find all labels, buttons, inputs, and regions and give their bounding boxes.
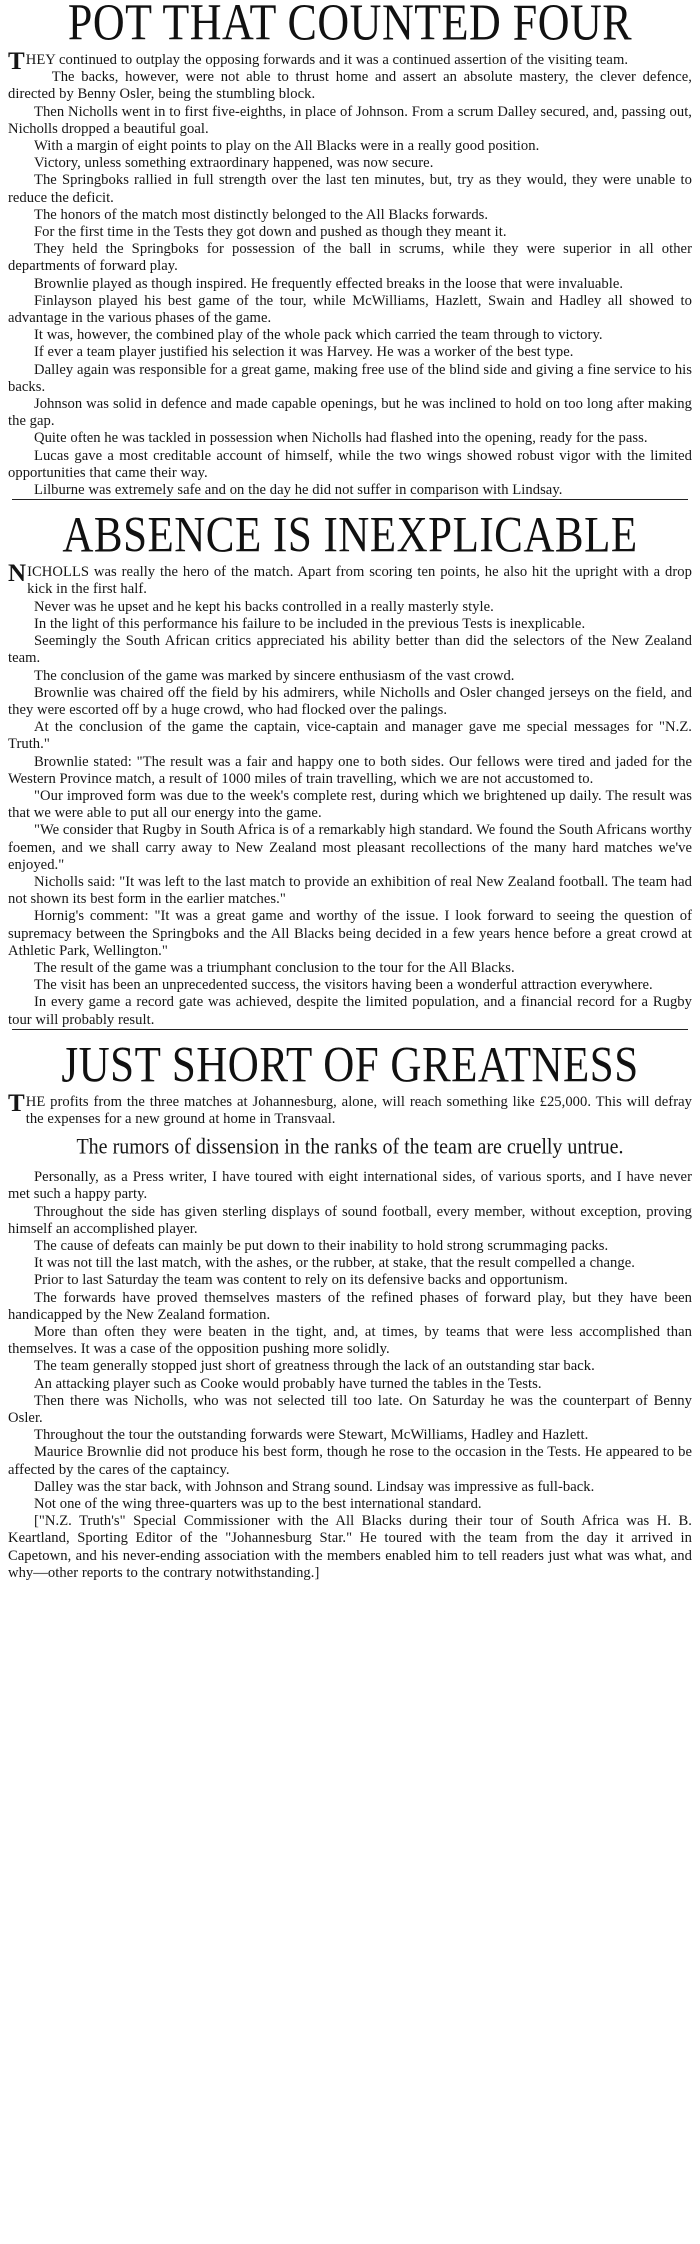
article-body [8, 560, 692, 1028]
article-paragraph: Then there was Nicholls, who was not selected till too late. On Saturday he was the counterpart of Benny Osler. [8, 1392, 692, 1427]
article-paragraph: The conclusion of the game was marked by sincere enthusiasm of the vast crowd. [34, 667, 515, 684]
article-paragraph: The backs, however, were not able to thrust home and assert an absolute mastery, the clever defence, directed by Benny Osler, being the stumbling block. [8, 69, 692, 103]
article-paragraph: "We consider that Rugby in South Africa is of a remarkably high standard. We found the South Africans worthy foemen, and we shall carry away to New Zealand most pleasant recollections of the many hard matches we've enjoyed." [8, 822, 692, 873]
article-paragraph: Prior to last Saturday the team was content to rely on its defensive backs and opportunism. [34, 1272, 568, 1289]
article-paragraph: Not one of the wing three-quarters was up to the best international standard. [34, 1496, 482, 1513]
article-paragraph [8, 1089, 692, 1128]
article-paragraph: In every game a record gate was achieved, despite the limited population, and a financial record for a Rugby tour will probably result. [8, 994, 692, 1028]
article-body [8, 48, 692, 499]
article-subhead: The rumors of dissension in the ranks of the team are cruelly untrue. [76, 1135, 624, 1160]
section-pot-that-counted-four [8, 1, 692, 499]
article-paragraph: An attacking player such as Cooke would probably have turned the tables in the Tests. [34, 1375, 542, 1392]
article-paragraph: Then Nicholls went in to first five-eighths, in place of Johnson. From a scrum Dalley secured, and, passing out, Nicholls dropped a beautiful goal. [8, 103, 692, 137]
article-paragraph: The team generally stopped just short of greatness through the lack of an outstanding star back. [34, 1358, 595, 1375]
section-just-short-of-greatness [8, 1037, 692, 1582]
article-paragraph: Victory, unless something extraordinary happened, was now secure. [34, 155, 434, 172]
article-paragraph: The result of the game was a triumphant conclusion to the tour for the All Blacks. [34, 959, 515, 976]
article-paragraph: They held the Springboks for possession of the ball in scrums, while they were superior in all other departments of forward play. [8, 241, 692, 275]
article-paragraph: The honors of the match most distinctly belonged to the All Blacks forwards. [34, 206, 489, 223]
article-paragraph: Dalley again was responsible for a great game, making free use of the blind side and giving a fine service to his backs. [8, 361, 692, 395]
article-paragraph: If ever a team player justified his selection it was Harvey. He was a worker of the best type. [34, 344, 574, 361]
article-paragraph: Lilburne was extremely safe and on the day he did not suffer in comparison with Lindsay. [34, 482, 563, 499]
article-paragraph: It was not till the last match, with the ashes, or the rubber, at stake, that the result compelled a change. [34, 1255, 635, 1272]
article-paragraph: Finlayson played his best game of the tour, while McWilliams, Hazlett, Swain and Hadley all showed to advantage in the various phases of the game. [8, 292, 692, 327]
article-body [8, 1169, 692, 1582]
article-paragraph: "Our improved form was due to the week's complete rest, during which we brightened up daily. The result was that we were able to put all our energy into the game. [8, 787, 692, 822]
article-paragraph: Throughout the tour the outstanding forwards were Stewart, McWilliams, Hadley and Hazlett. [34, 1427, 589, 1444]
section-divider [12, 1029, 688, 1030]
section-divider [12, 499, 688, 500]
article-intro [8, 1089, 692, 1128]
paragraph-text: HE profits from the three matches at Johannesburg, alone, will reach something like £25,000. This will defray the expenses for a new ground at home in Transvaal. [25, 1093, 692, 1127]
drop-cap: T [8, 1089, 25, 1117]
article-paragraph: For the first time in the Tests they got down and pushed as though they meant it. [34, 224, 507, 241]
paragraph-text: HEY continued to outplay the opposing forwards and it was a continued assertion of the visiting team. [25, 52, 629, 68]
headline-just-short-of-greatness: JUST SHORT OF GREATNESS [61, 1037, 639, 1093]
paragraph-text: ICHOLLS was really the hero of the match. Apart from scoring ten points, he also hit the upright with a drop kick in the first half. [27, 564, 692, 598]
article-paragraph [8, 560, 692, 598]
article-paragraph: The forwards have proved themselves masters of the refined phases of forward play, but they have been handicapped by the New Zealand formation. [8, 1289, 692, 1323]
article-paragraph: Lucas gave a most creditable account of himself, while the two wings showed robust vigor with the limited opportunities that came their way. [8, 447, 692, 481]
headline-pot-that-counted-four: POT THAT COUNTED FOUR [67, 0, 633, 52]
article-paragraph: In the light of this performance his failure to be included in the previous Tests is inexplicable. [34, 615, 586, 632]
article-paragraph: Never was he upset and he kept his backs controlled in a really masterly style. [34, 598, 494, 615]
article-paragraph: Seemingly the South African critics appreciated his ability better than did the selectors of the New Zealand team. [8, 633, 692, 667]
article-paragraph: Dalley was the star back, with Johnson and Strang sound. Lindsay was impressive as full-back. [34, 1478, 595, 1495]
article-paragraph [8, 48, 692, 75]
article-paragraph: The cause of defeats can mainly be put down to their inability to hold strong scrummaging packs. [34, 1237, 609, 1254]
headline-absence-is-inexplicable: ABSENCE IS INEXPLICABLE [62, 508, 638, 564]
article-paragraph: The Springboks rallied in full strength over the last ten minutes, but, try as they would, they were unable to reduce the deficit. [8, 172, 692, 206]
article-paragraph: Quite often he was tackled in possession when Nicholls had flashed into the opening, ready for the pass. [34, 430, 648, 447]
drop-cap: N [8, 560, 27, 588]
article-paragraph: Hornig's comment: "It was a great game and worthy of the issue. I look forward to seeing the question of supremacy between the Springboks and the All Blacks being decided in a few years hence before a great crowd at Athletic Park, Wellington." [8, 908, 692, 959]
article-paragraph: The visit has been an unprecedented success, the visitors having been a wonderful attraction everywhere. [34, 977, 653, 994]
article-paragraph: More than often they were beaten in the tight, and, at times, by teams that were less accomplished than themselves. It was a case of the opposition pushing more solidly. [8, 1324, 692, 1358]
article-paragraph: Brownlie played as though inspired. He frequently effected breaks in the loose that were invaluable. [34, 275, 624, 292]
article-paragraph: Throughout the side has given sterling displays of sound football, every member, without exception, proving himself an accomplished player. [8, 1203, 692, 1237]
article-paragraph: Maurice Brownlie did not produce his best form, though he rose to the occasion in the Tests. He appeared to be affected by the cares of the captaincy. [8, 1444, 692, 1478]
section-absence-is-inexplicable [8, 508, 692, 1028]
article-paragraph: With a margin of eight points to play on the All Blacks were in a really good position. [34, 138, 540, 155]
article-paragraph: Nicholls said: "It was left to the last match to provide an exhibition of real New Zealand football. The team had not shown its best form in the earlier matches." [8, 873, 692, 908]
article-paragraph: Brownlie stated: "The result was a fair and happy one to both sides. Our fellows were tired and jaded for the Western Province match, a result of 1000 miles of train travelling, which we are not accustomed to. [8, 753, 692, 787]
article-paragraph: Brownlie was chaired off the field by his admirers, while Nicholls and Osler changed jerseys on the field, and they were escorted off by a huge crowd, who had flocked over the palings. [8, 684, 692, 718]
article-paragraph: Personally, as a Press writer, I have toured with eight international sides, of various sports, and I have never met such a happy party. [8, 1169, 692, 1203]
drop-cap: T [8, 48, 25, 75]
article-paragraph: At the conclusion of the game the captain, vice-captain and manager gave me special messages for "N.Z. Truth." [8, 719, 692, 753]
article-paragraph: Johnson was solid in defence and made capable openings, but he was inclined to hold on too long after making the gap. [8, 396, 692, 430]
article-paragraph: ["N.Z. Truth's" Special Commissioner with the All Blacks during their tour of South Africa was H. B. Keartland, Sporting Editor of the "Johannesburg Star." He toured with the team from the day it arrived in Capetown, and his never-ending association with the members enabled him to tell readers just what was what, and why—other reports to the contrary notwithstanding.] [8, 1513, 692, 1581]
article-paragraph: It was, however, the combined play of the whole pack which carried the team through to victory. [34, 327, 603, 344]
